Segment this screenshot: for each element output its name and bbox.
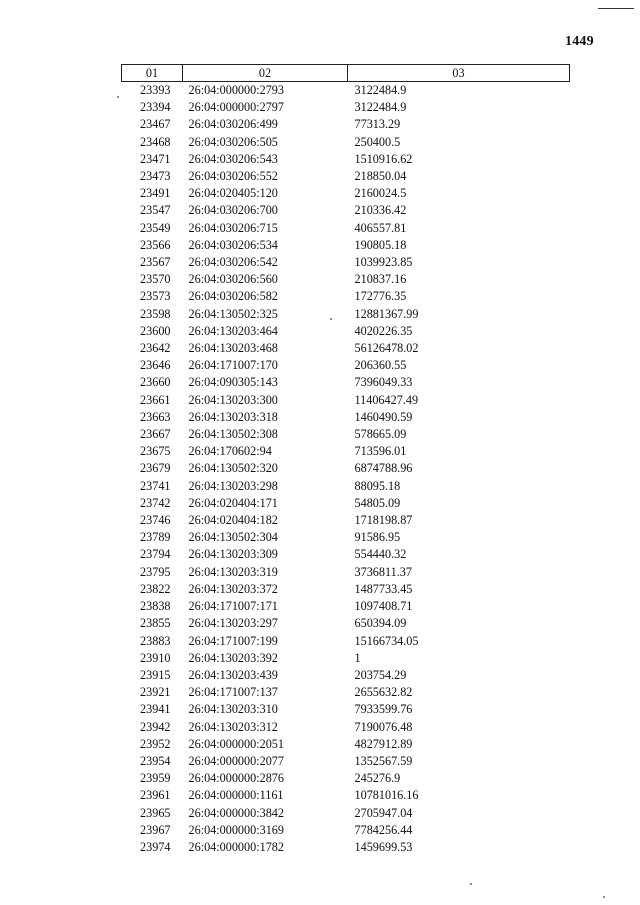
cell-col-03: 650394.09 xyxy=(354,616,407,631)
cell-col-03: 88095.18 xyxy=(354,478,401,493)
cell-col-02: 26:04:171007:171 xyxy=(188,599,278,614)
table-row xyxy=(122,495,570,512)
cell-col-01: 23746 xyxy=(140,513,171,528)
table-row xyxy=(122,546,570,563)
cell-col-01: 23959 xyxy=(140,771,171,786)
cell-col-01: 23471 xyxy=(140,151,171,166)
cell-col-02: 26:04:130203:319 xyxy=(188,564,278,579)
cell-col-01: 23954 xyxy=(140,753,171,768)
table-row xyxy=(122,839,570,856)
cell-col-03: 245276.9 xyxy=(354,771,401,786)
cell-col-01: 23642 xyxy=(140,341,171,356)
cell-col-03: 54805.09 xyxy=(354,495,401,510)
cell-col-03: 15166734.05 xyxy=(354,633,419,648)
table-row xyxy=(122,753,570,770)
cell-col-01: 23473 xyxy=(140,169,171,184)
table-row xyxy=(122,82,570,100)
cell-col-02: 26:04:171007:199 xyxy=(188,633,278,648)
table-row xyxy=(122,306,570,323)
table-row xyxy=(122,220,570,237)
cell-col-01: 23679 xyxy=(140,461,171,476)
table-row xyxy=(122,116,570,133)
cell-col-03: 1460490.59 xyxy=(354,409,413,424)
cell-col-01: 23961 xyxy=(140,788,171,803)
cell-col-03: 1 xyxy=(354,650,361,665)
cell-col-03: 554440.32 xyxy=(354,547,407,562)
table-row xyxy=(122,512,570,529)
cell-col-03: 2705947.04 xyxy=(354,805,413,820)
cell-col-02: 26:04:000000:1161 xyxy=(188,788,284,803)
cell-col-02: 26:04:130203:318 xyxy=(188,409,278,424)
cell-col-03: 1510916.62 xyxy=(354,151,413,166)
cell-col-03: 1352567.59 xyxy=(354,753,413,768)
cell-col-01: 23393 xyxy=(140,83,171,97)
cell-col-02: 26:04:171007:137 xyxy=(188,685,278,700)
table-header xyxy=(122,65,570,82)
data-table xyxy=(121,64,570,856)
table-row xyxy=(122,323,570,340)
cell-col-02: 26:04:130203:309 xyxy=(188,547,278,562)
cell-col-01: 23660 xyxy=(140,375,171,390)
header-col-01: 01 xyxy=(122,65,183,82)
cell-col-01: 23974 xyxy=(140,839,171,854)
table-row xyxy=(122,478,570,495)
cell-col-02: 26:04:020405:120 xyxy=(188,186,278,201)
table-row xyxy=(122,185,570,202)
cell-col-01: 23675 xyxy=(140,444,171,459)
header-col-02: 02 xyxy=(183,65,348,82)
cell-col-02: 26:04:030206:552 xyxy=(188,169,278,184)
cell-col-03: 10781016.16 xyxy=(354,788,419,803)
cell-col-02: 26:04:130203:439 xyxy=(188,667,278,682)
table-row xyxy=(122,598,570,615)
cell-col-02: 26:04:030206:534 xyxy=(188,237,278,252)
cell-col-03: 7190076.48 xyxy=(354,719,413,734)
table-row xyxy=(122,99,570,116)
cell-col-03: 406557.81 xyxy=(354,220,407,235)
cell-col-03: 210837.16 xyxy=(354,272,407,287)
table-row xyxy=(122,409,570,426)
cell-col-01: 23661 xyxy=(140,392,171,407)
cell-col-01: 23741 xyxy=(140,478,171,493)
table-row xyxy=(122,701,570,718)
cell-col-02: 26:04:130502:308 xyxy=(188,427,278,442)
cell-col-01: 23742 xyxy=(140,495,171,510)
cell-col-02: 26:04:000000:3169 xyxy=(188,822,284,837)
cell-col-02: 26:04:020404:182 xyxy=(188,513,278,528)
cell-col-01: 23394 xyxy=(140,100,171,115)
cell-col-03: 11406427.49 xyxy=(354,392,419,407)
cell-col-03: 4020226.35 xyxy=(354,323,413,338)
cell-col-01: 23491 xyxy=(140,186,171,201)
cell-col-02: 26:04:130203:312 xyxy=(188,719,278,734)
cell-col-02: 26:04:030206:582 xyxy=(188,289,278,304)
cell-col-03: 3122484.9 xyxy=(354,100,407,115)
cell-col-01: 23789 xyxy=(140,530,171,545)
cell-col-03: 578665.09 xyxy=(354,427,407,442)
cell-col-01: 23549 xyxy=(140,220,171,235)
cell-col-03: 210336.42 xyxy=(354,203,407,218)
table-row xyxy=(122,271,570,288)
cell-col-01: 23822 xyxy=(140,581,171,596)
table-row xyxy=(122,443,570,460)
cell-col-03: 3122484.9 xyxy=(354,83,407,97)
table-row xyxy=(122,151,570,168)
top-edge-rule xyxy=(598,8,634,9)
header-row xyxy=(122,65,570,82)
cell-col-01: 23883 xyxy=(140,633,171,648)
scan-speck xyxy=(330,318,332,320)
cell-col-01: 23663 xyxy=(140,409,171,424)
cell-col-03: 2655632.82 xyxy=(354,685,413,700)
table-row xyxy=(122,564,570,581)
cell-col-01: 23855 xyxy=(140,616,171,631)
table-row xyxy=(122,134,570,151)
cell-col-03: 713596.01 xyxy=(354,444,407,459)
cell-col-03: 172776.35 xyxy=(354,289,407,304)
scan-speck xyxy=(603,896,605,898)
table-row xyxy=(122,254,570,271)
cell-col-02: 26:04:130203:310 xyxy=(188,702,278,717)
cell-col-02: 26:04:000000:2051 xyxy=(188,736,284,751)
cell-col-01: 23795 xyxy=(140,564,171,579)
cell-col-02: 26:04:170602:94 xyxy=(188,444,272,459)
cell-col-01: 23468 xyxy=(140,134,171,149)
cell-col-01: 23967 xyxy=(140,822,171,837)
cell-col-02: 26:04:130203:297 xyxy=(188,616,278,631)
cell-col-02: 26:04:130203:300 xyxy=(188,392,278,407)
cell-col-03: 3736811.37 xyxy=(354,564,412,579)
cell-col-02: 26:04:000000:2876 xyxy=(188,771,284,786)
cell-col-01: 23667 xyxy=(140,427,171,442)
table-row xyxy=(122,529,570,546)
cell-col-03: 77313.29 xyxy=(354,117,401,132)
cell-col-02: 26:04:130502:320 xyxy=(188,461,278,476)
cell-col-01: 23838 xyxy=(140,599,171,614)
header-col-03: 03 xyxy=(348,65,570,82)
cell-col-01: 23910 xyxy=(140,650,171,665)
cell-col-02: 26:04:030206:715 xyxy=(188,220,278,235)
cell-col-02: 26:04:130502:325 xyxy=(188,306,278,321)
cell-col-01: 23915 xyxy=(140,667,171,682)
cell-col-01: 23921 xyxy=(140,685,171,700)
cell-col-02: 26:04:030206:560 xyxy=(188,272,278,287)
scan-speck xyxy=(117,96,119,98)
table-row xyxy=(122,822,570,839)
cell-col-02: 26:04:000000:2077 xyxy=(188,753,284,768)
cell-col-02: 26:04:000000:1782 xyxy=(188,839,284,854)
cell-col-01: 23467 xyxy=(140,117,171,132)
table-row xyxy=(122,581,570,598)
cell-col-01: 23646 xyxy=(140,358,171,373)
cell-col-01: 23965 xyxy=(140,805,171,820)
cell-col-01: 23547 xyxy=(140,203,171,218)
cell-col-02: 26:04:130203:468 xyxy=(188,341,278,356)
table-row xyxy=(122,684,570,701)
table-row xyxy=(122,202,570,219)
cell-col-02: 26:04:030206:700 xyxy=(188,203,278,218)
table-row xyxy=(122,374,570,391)
cell-col-03: 6874788.96 xyxy=(354,461,413,476)
cell-col-03: 7933599.76 xyxy=(354,702,413,717)
table-row xyxy=(122,805,570,822)
cell-col-01: 23567 xyxy=(140,255,171,270)
cell-col-01: 23942 xyxy=(140,719,171,734)
cell-col-01: 23941 xyxy=(140,702,171,717)
table-row xyxy=(122,787,570,804)
cell-col-03: 12881367.99 xyxy=(354,306,419,321)
cell-col-02: 26:04:090305:143 xyxy=(188,375,278,390)
table-row xyxy=(122,736,570,753)
table-row xyxy=(122,237,570,254)
page-number: 1449 xyxy=(565,34,594,49)
cell-col-01: 23794 xyxy=(140,547,171,562)
table-row xyxy=(122,719,570,736)
table-row xyxy=(122,667,570,684)
cell-col-02: 26:04:000000:2797 xyxy=(188,100,284,115)
cell-col-03: 4827912.89 xyxy=(354,736,413,751)
cell-col-03: 1039923.85 xyxy=(354,255,413,270)
cell-col-03: 1459699.53 xyxy=(354,839,413,854)
cell-col-02: 26:04:171007:170 xyxy=(188,358,278,373)
cell-col-03: 91586.95 xyxy=(354,530,401,545)
cell-col-03: 1718198.87 xyxy=(354,513,413,528)
cell-col-03: 203754.29 xyxy=(354,667,407,682)
table-row xyxy=(122,615,570,632)
cell-col-03: 190805.18 xyxy=(354,237,407,252)
table-row xyxy=(122,392,570,409)
cell-col-03: 2160024.5 xyxy=(354,186,407,201)
cell-col-02: 26:04:130203:392 xyxy=(188,650,278,665)
cell-col-02: 26:04:130203:298 xyxy=(188,478,278,493)
cell-col-03: 206360.55 xyxy=(354,358,407,373)
cell-col-01: 23598 xyxy=(140,306,171,321)
cell-col-02: 26:04:000000:3842 xyxy=(188,805,284,820)
table-row xyxy=(122,340,570,357)
cell-col-01: 23570 xyxy=(140,272,171,287)
cell-col-02: 26:04:130203:464 xyxy=(188,323,278,338)
table-row xyxy=(122,633,570,650)
cell-col-02: 26:04:130203:372 xyxy=(188,581,278,596)
cell-col-02: 26:04:000000:2793 xyxy=(188,83,284,97)
cell-col-02: 26:04:030206:543 xyxy=(188,151,278,166)
cell-col-03: 7784256.44 xyxy=(354,822,413,837)
cell-col-03: 56126478.02 xyxy=(354,341,419,356)
cell-col-02: 26:04:030206:505 xyxy=(188,134,278,149)
cell-col-03: 1097408.71 xyxy=(354,599,413,614)
table-row xyxy=(122,460,570,477)
table-row xyxy=(122,168,570,185)
cell-col-02: 26:04:030206:542 xyxy=(188,255,278,270)
cell-col-01: 23952 xyxy=(140,736,171,751)
table-row xyxy=(122,770,570,787)
cell-col-03: 1487733.45 xyxy=(354,581,413,596)
cell-col-03: 250400.5 xyxy=(354,134,401,149)
cell-col-03: 218850.04 xyxy=(354,169,407,184)
cell-col-03: 7396049.33 xyxy=(354,375,413,390)
cell-col-02: 26:04:130502:304 xyxy=(188,530,278,545)
cell-col-01: 23573 xyxy=(140,289,171,304)
table-row xyxy=(122,357,570,374)
table-row xyxy=(122,288,570,305)
cell-col-01: 23600 xyxy=(140,323,171,338)
cell-col-01: 23566 xyxy=(140,237,171,252)
cell-col-02: 26:04:030206:499 xyxy=(188,117,278,132)
table-body xyxy=(122,82,570,857)
cell-col-02: 26:04:020404:171 xyxy=(188,495,278,510)
scan-speck xyxy=(470,883,472,885)
table-row xyxy=(122,650,570,667)
table-row xyxy=(122,426,570,443)
